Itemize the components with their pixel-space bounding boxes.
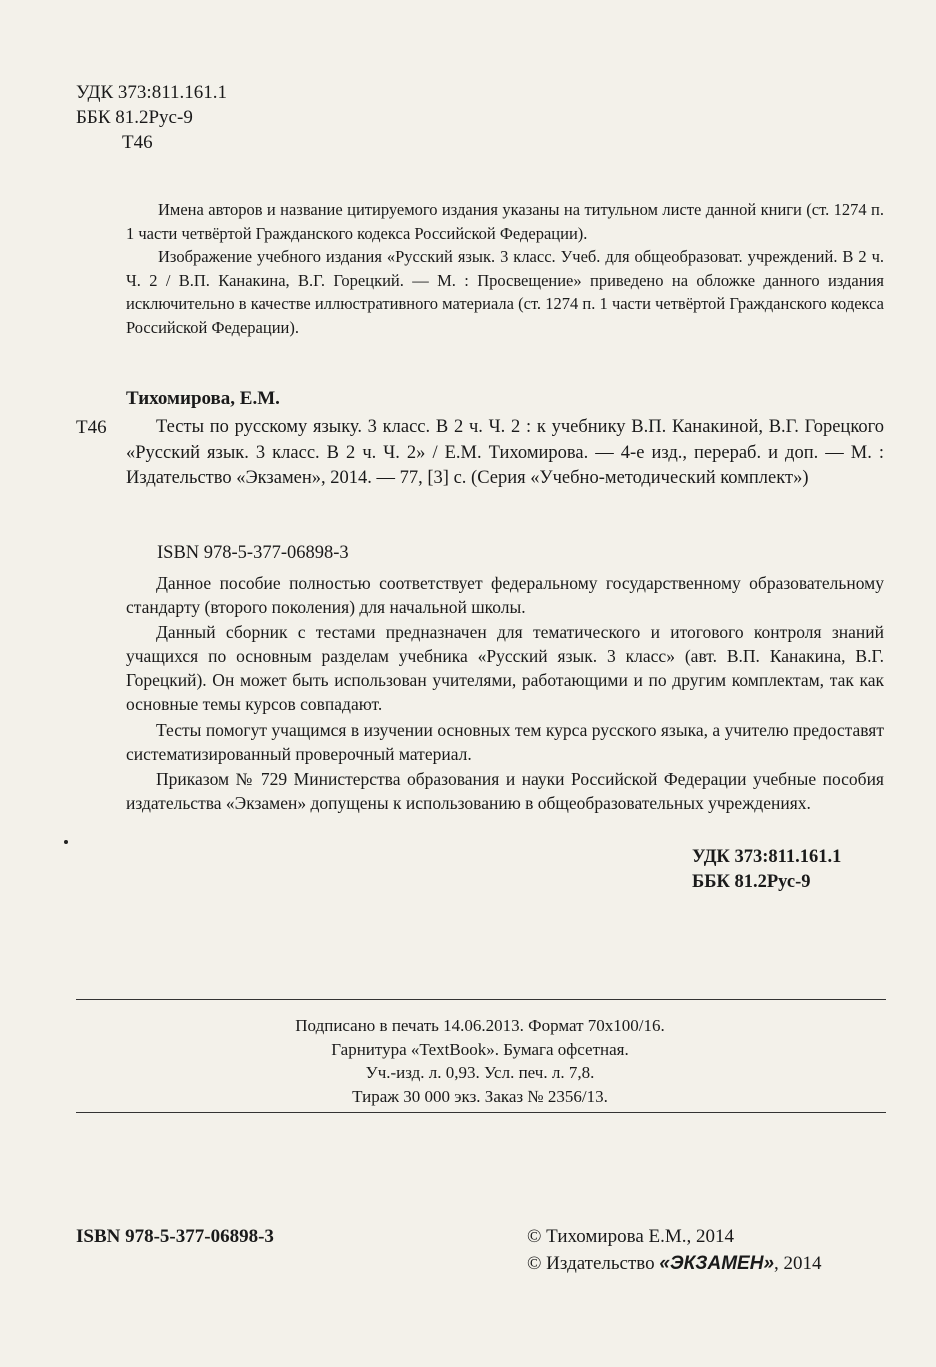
header-codes [76, 80, 227, 155]
annotation-3: Тесты помогут учащимся в изучении основных тем курса русского языка, а учителю предоставят систематизированный проверочный материал. [126, 720, 884, 764]
catalog-author: Тихомирова, Е.М. [126, 388, 280, 409]
catalog-description: Тесты по русскому языку. 3 класс. В 2 ч. Ч. 2 : к учебнику В.П. Канакиной, В.Г. Горецкого «Русский язык. 3 класс. В 2 ч. Ч. 2» / Е.М. Тихомирова. — 4-е изд., перераб. и доп. — М. : Издательство «Экзамен», 2014. — 77, [3] с. (Серия «Учебно-методический комплект») [126, 417, 884, 488]
imprint-line-4: Тираж 30 000 экз. Заказ № 2356/13. [352, 1086, 608, 1106]
print-speck [64, 840, 68, 844]
catalog-isbn: ISBN 978-5-377-06898-3 [157, 543, 349, 563]
copyright-publisher-year: , 2014 [774, 1253, 822, 1274]
legal-note-2: Изображение учебного издания «Русский язык. 3 класс. Учеб. для общеобразоват. учреждений. В 2 ч. Ч. 2 / В.П. Канакина, В.Г. Горецкий. — М. : Просвещение» приведено на обложке данного издания исключительно в качестве иллюстративного материала (ст. 1274 п. 1 части четвёртой Гражданского кодекса Российской Федерации). [126, 247, 884, 337]
bbk-code-right: ББК 81.2Рус-9 [692, 872, 811, 892]
annotation-1: Данное пособие полностью соответствует федеральному государственному образовательному стандарту (второго поколения) для начальной школы. [126, 573, 884, 617]
footer-isbn: ISBN 978-5-377-06898-3 [76, 1226, 274, 1247]
copyright-publisher [527, 1253, 822, 1275]
annotation-4: Приказом № 729 Министерства образования и науки Российской Федерации учебные пособия издательства «Экзамен» допущены к использованию в общеобразовательных учреждениях. [126, 769, 884, 813]
imprint-block [200, 1014, 760, 1108]
udk-code: УДК 373:811.161.1 [76, 82, 227, 103]
annotation-2: Данный сборник с тестами предназначен для тематического и итогового контроля знаний учащихся по основным разделам учебника «Русский язык. 3 класс» (авт. В.П. Канакина, В.Г. Горецкий). Он может быть использован учителями, работающими и по другим комплектам, так как основные темы курсов совпадают. [126, 622, 884, 714]
publisher-name: «ЭКЗАМЕН» [659, 1253, 775, 1274]
copyright-author: © Тихомирова Е.М., 2014 [527, 1226, 734, 1247]
udk-code-right: УДК 373:811.161.1 [692, 847, 842, 867]
divider-top [76, 999, 886, 1000]
author-mark: Т46 [122, 132, 153, 153]
copyright-publisher-prefix: © Издательство [527, 1253, 660, 1274]
divider-bottom [76, 1112, 886, 1113]
imprint-line-2: Гарнитура «TextBook». Бумага офсетная. [331, 1039, 629, 1059]
legal-note-1: Имена авторов и название цитируемого издания указаны на титульном листе данной книги (ст. 1274 п. 1 части четвёртой Гражданского кодекса Российской Федерации). [126, 200, 884, 243]
catalog-mark: Т46 [76, 417, 107, 438]
imprint-line-3: Уч.-изд. л. 0,93. Усл. печ. л. 7,8. [365, 1063, 595, 1082]
bbk-code: ББК 81.2Рус-9 [76, 107, 193, 128]
imprint-line-1: Подписано в печать 14.06.2013. Формат 70х100/16. [295, 1016, 665, 1035]
